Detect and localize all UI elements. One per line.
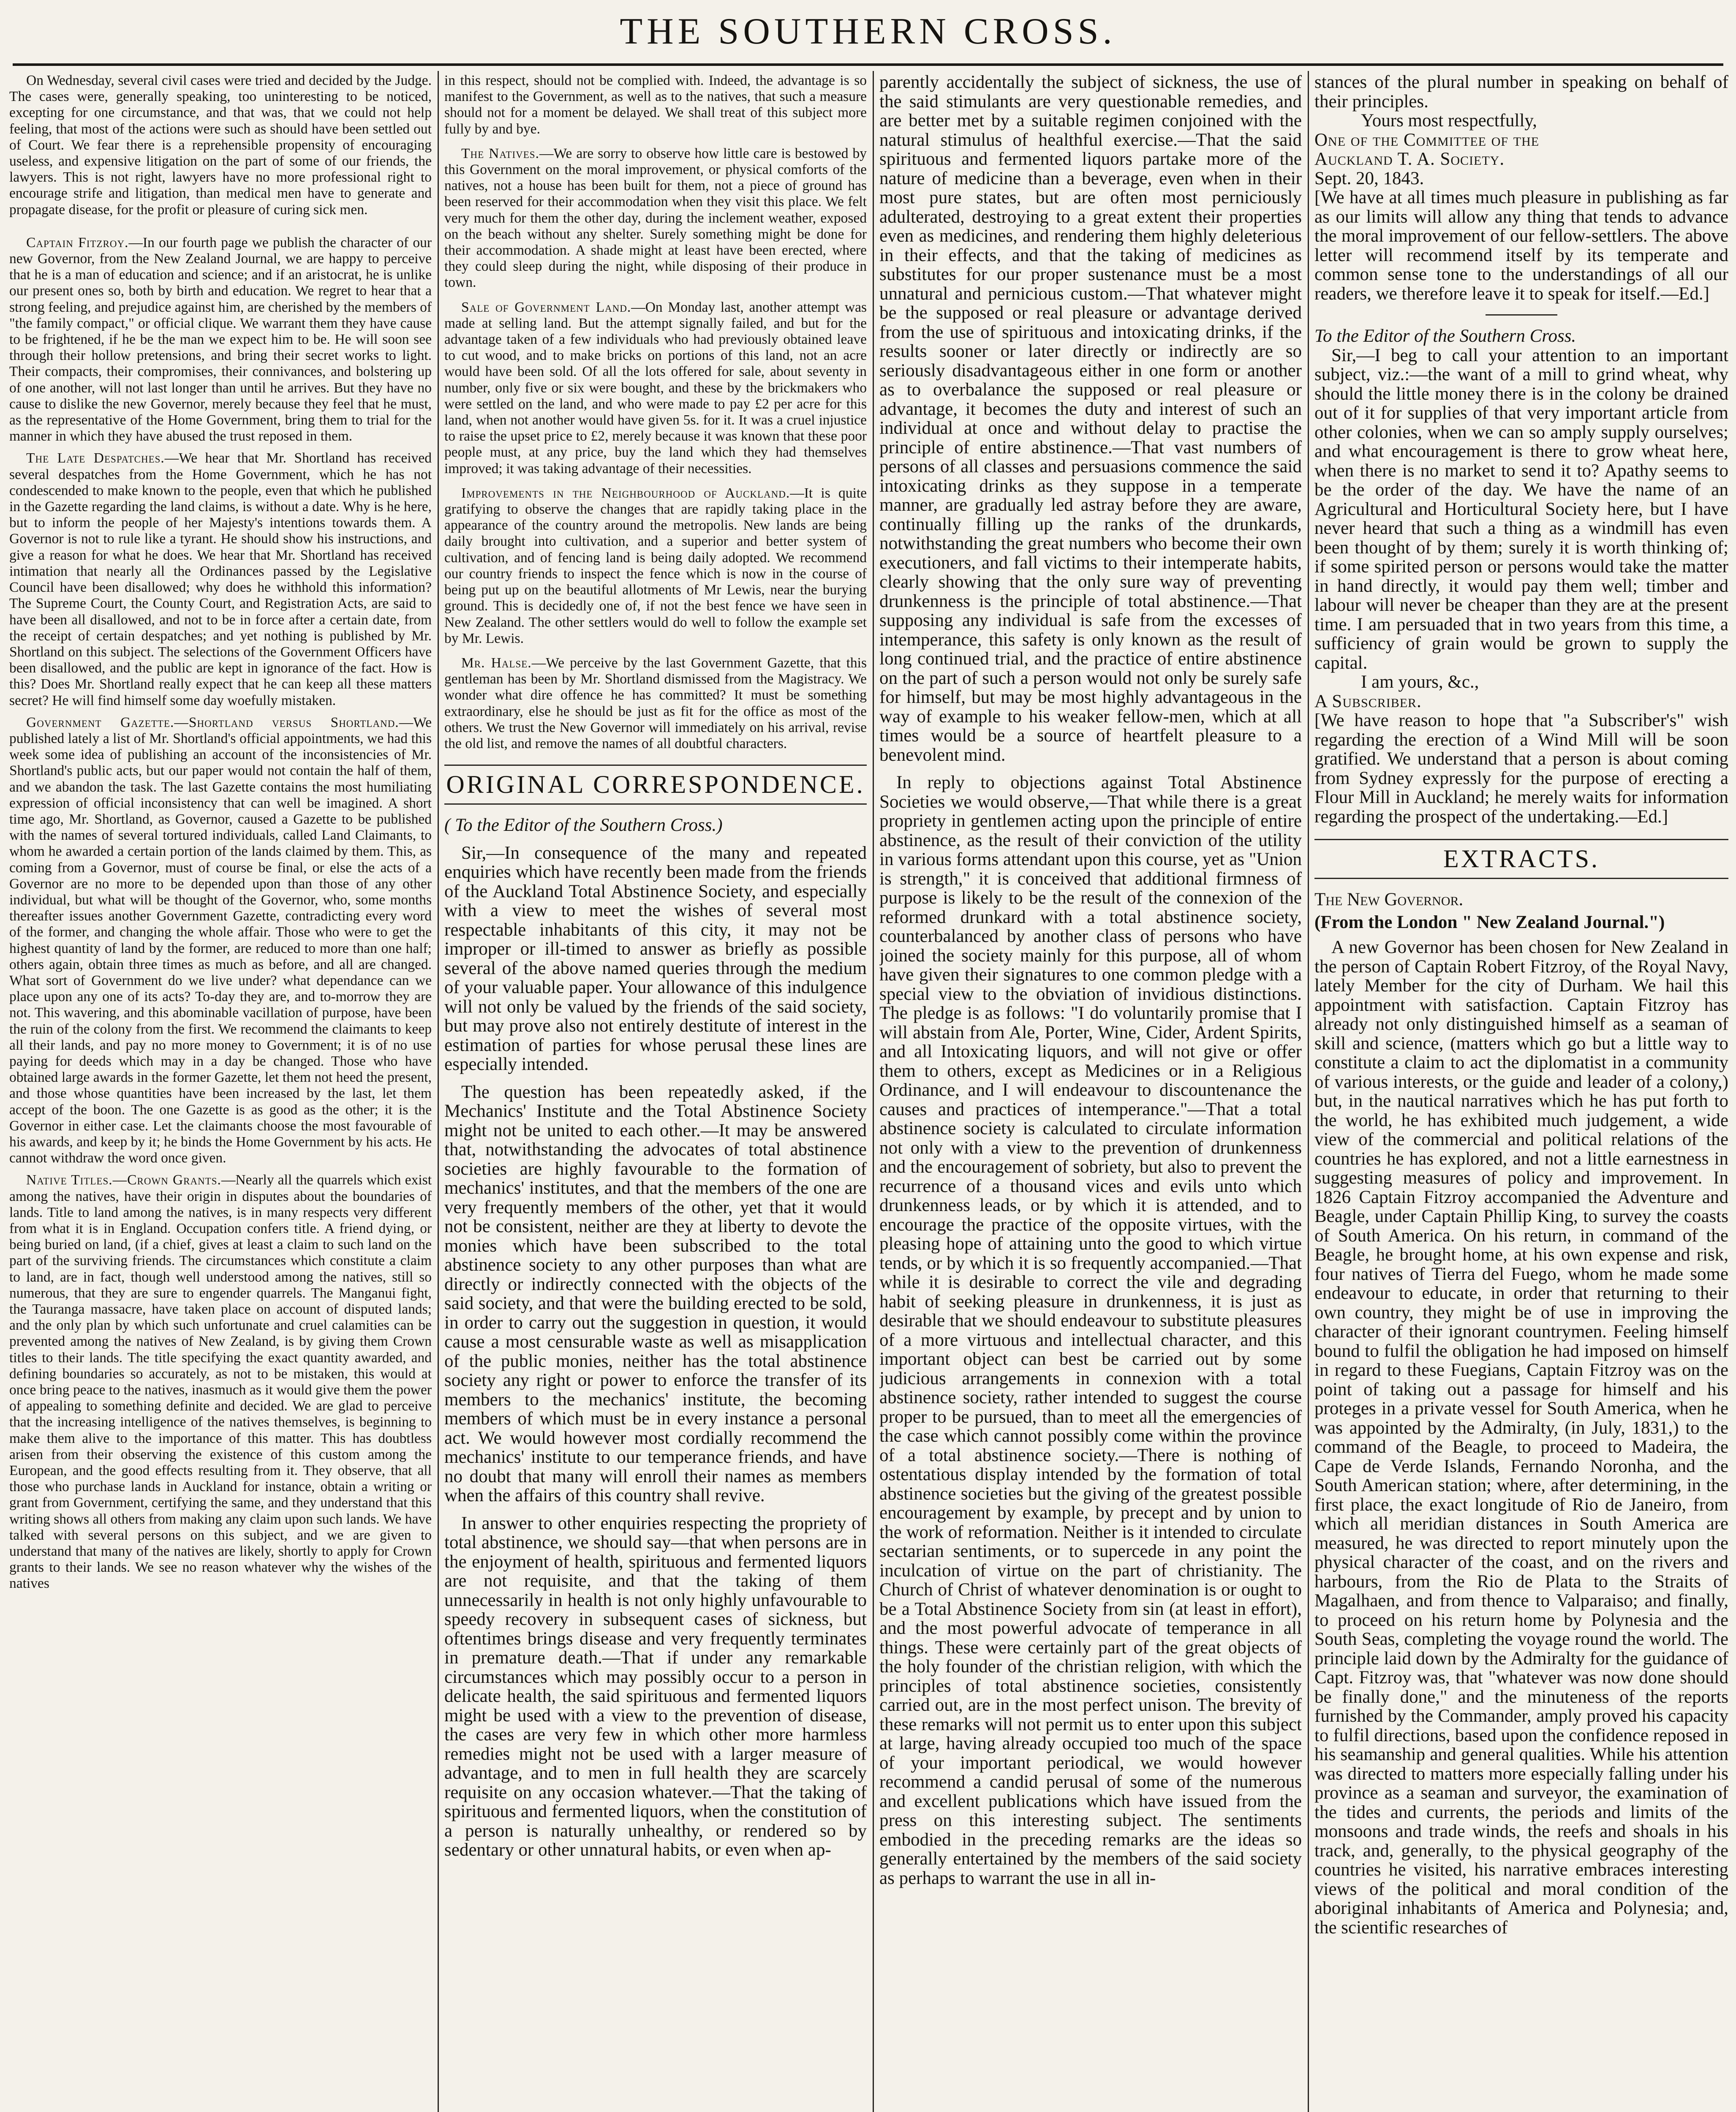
article-civil-cases: On Wednesday, several civil cases were tried and decided by the Judge. The cases were, generally speaking, too uninteresting to be noticed, excepting for one circumstance, and that was, that we could not help feeling, that most of the actions were such as should have been settled out of Court. We fear there is a reprehensible propensity of encouraging useless, and expensive litigation on the part of some of our friends, the lawyers. This is not right, lawyers have no more professional right to encourage strife and litigation, than medical men have to generate and propagate disease, for the profit or pleasure of curing sick men. — [9, 73, 432, 218]
article-source: (From the London " New Zealand Journal.") — [1314, 912, 1665, 932]
article-new-governor: A new Governor has been chosen for New Zealand in the person of Captain Robert Fitzroy, of the Royal Navy, lately Member for the city of Durham. We hail this appointment with satisfaction. Captain Fitzroy has already not only distinguished himself as a seaman of skill and science, (matters which go but a little way to constitute a claim to act the diplomatist in a community of various interests, or the guide and leader of a colony,) but, in the nautical narratives which he has put forth to the world, he has exhibited much judgement, a wide view of the commercial and political relations of the countries he has explored, and not a little earnestness in suggesting measures of policy and improvement. In 1826 Captain Fitzroy accompanied the Adventure and Beagle, under Captain Phillip King, to survey the coasts of South America. On his return, in command of the Beagle, he brought home, at his own expense and risk, four natives of Tierra del Fuego, whom he made some endeavour to educate, in order that returning to their own country, they might be of use in improving the character of their ignorant countrymen. Feeling himself bound to fulfil the obligation he had imposed on himself in regard to these Fuegians, Captain Fitzroy was on the point of taking out a passage for himself and his proteges in a private vessel for South America, when he was appointed by the Admiralty, (in July, 1831,) to the command of the Beagle, to proceed to Madeira, the Cape de Verde Islands, Fernando Noronha, and the South American station; where, after determining, in the first place, the exact longitude of Rio de Janeiro, from which all meridian distances in South America are measured, he was directed to report minutely upon the physical character of the coast, and on the rivers and harbours, from the Rio de Plata to the Straits of Magalhaen, and from thence to Valparaiso; and finally, to proceed on his return home by Polynesia and the South Seas, completing the voyage round the world. The principle laid down by the Admiralty for the guidance of Capt. Fitzroy was, that "whatever was now done should be finally done," and the minuteness of the reports furnished by the Commander, amply proved his capacity to fulfil directions, based upon the confidence reposed in his seamanship and general qualities. While his attention was directed to matters more especially falling under his province as a seaman and surveyor, the examination of the tides and currents, the periods and limits of the monsoons and trade winds, the reefs and shoals in his track, and, generally, to the physical geography of the countries he visited, his narrative embraces interesting views of the political and moral condition of the aboriginal inhabitants of America and Polynesia; and, the scientific researches of — [1314, 937, 1728, 1938]
article-heading: The Natives. — [461, 145, 539, 161]
article-captain-fitzroy — [9, 235, 432, 445]
article-body: —We are sorry to observe how little care is bestowed by this Government on the moral improvement, or physical comforts of the natives, not a house has been built for them, not a piece of ground has been reserved for their accommodation when they visit this place. We felt very much for them the other day, during the inclement weather, exposed on the beach without any shelter. Surely something might be done for their accommodation. A shade might at least have been erected, where they could sleep during the night, while disposing of their produce in town. — [444, 145, 867, 291]
column-2 — [444, 73, 867, 2112]
letter-paragraph: In answer to other enquiries respecting the propriety of total abstinence, we should say—that when persons are in the enjoyment of health, spirituous and fermented liquors are not requisite, and that the taking of them unnecessarily in health is not only highly unfavourable to speedy recovery in subsequent cases of sickness, but oftentimes brings disease and very frequently terminates in premature death.—That if under any remarkable circumstances which may possibly occur to a person in delicate health, the said spirituous and fermented liquors might be used with a view to the prevention of disease, the cases are very few in which other more harmless remedies might not be used with a larger measure of advantage, and to men in full health they are scarcely requisite on any occasion whatever.—That the taking of spirituous and fermented liquors, when the constitution of a person is naturally unhealthy, or rendered so by sedentary or other unnatural habits, or even when ap- — [444, 1513, 867, 1860]
section-heading-extracts: EXTRACTS. — [1314, 839, 1728, 879]
letter-paragraph: In reply to objections against Total Abstinence Societies we would observe,—That while there is a great propriety in gentlemen acting upon the principle of entire abstinence, as the result of their conviction of the utility in various forms attendant upon this course, yet as "Union is strength," it is conceived that additional firmness of purpose is likely to be the result of the connexion of the reformed drunkard with a total abstinence society, counterbalanced by another class of persons who have joined the society mainly for this purpose, all of whom have given their signatures to one common pledge with a special view to the obviation of invidious distinctions. The pledge is as follows: "I do voluntarily promise that I will abstain from Ale, Porter, Wine, Cider, Ardent Spirits, and all Intoxicating liquors, and will not give or offer them to others, except as Medicines or in a Religious Ordinance, and I will endeavour to discountenance the causes and practices of intemperance."—That a total abstinence society is calculated to circulate information not only with a view to the prevention of drunkenness and the encouragement of sobriety, but also to prevent the recurrence of a thousand vices and evils unto which drunkenness leads, or by which it is attended, and to encourage the practice of the opposite virtues, with the pleasing hope of attaining unto the good to which virtue tends, or by which it is so frequently accompanied.—That while it is desirable to correct the vile and degrading habit of seeking pleasure in drunkenness, it is just as desirable that we should endeavour to substitute pleasures of a more virtuous and intellectual character, and this important object can best be carried out by some judicious arrangements in connexion with a total abstinence society, rather intended to suggest the course proper to be pursued, than to meet all the emergencies of the case which cannot possibly come within the province of a total abstinence society.—There is nothing of ostentatious display intended by the formation of total abstinence societies but the giving of the greatest possible encouragement by example, by precept and by union to the work of reformation. Neither is it intended to circulate sectarian sentiments, or to supercede in any point the inculcation of virtue on the part of christianity. The Church of Christ of whatever denomination is or ought to be a Total Abstinence Society from sin (at least in effort), and the most powerful advocate of temperance in all things. These were certainly part of the great objects of the holy founder of the christian religion, with which the principles of total abstinence societies, consistently carried out, are in the most perfect unison. The brevity of these remarks will not permit us to enter upon this subject at large, having already occupied too much of the space of your important periodical, we would however recommend a candid perusal of some of the numerous and excellent publications which have issued from the press on this interesting subject. The sentiments embodied in the preceding remarks are the ideas so generally entertained by the members of the said society as perhaps to warrant the use in all in- — [879, 773, 1302, 1888]
letter-address: To the Editor of the Southern Cross. — [1314, 326, 1576, 346]
article-body: —We perceive by the last Government Gazette, that this gentleman has been by Mr. Shortland dismissed from the Magistracy. We wonder what dire offence he has committed? It must be something extraordinary, else he should be just as fit for the office as most of the others. We trust the New Governor will immediately on his arrival, revise the old list, and remove the names of all doubtful characters. — [444, 655, 867, 751]
article-heading: The New Governor. — [1314, 890, 1464, 909]
letter-signature: Auckland T. A. Society. — [1314, 149, 1505, 169]
article-heading: Mr. Halse. — [461, 655, 532, 671]
letter-date: Sept. 20, 1843. — [1314, 168, 1424, 188]
article-body: —We published lately a list of Mr. Shortland's official appointments, we had this week some idea of publishing an account of the inconsistencies of Mr. Shortland's public acts, but our paper would not contain the half of them, and we abandon the task. The last Gazette contains the most humiliating expression of official inconsistency that can well be imagined. A short time ago, Mr. Shortland, as Governor, caused a Gazette to be published with the names of several tortured individuals, called Land Claimants, to whom he awarded a certain portion of the lands claimed by them. This, as coming from a Governor, must of course be final, or else the acts of a Governor are no more to be depended upon than those of any other individual, but what will be thought of the Governor, who, some months thereafter issues another Government Gazette, contradicting every word of the former, and changing the whole affair. Those who were to get the highest quantity of land by the former, are reduced to more than one half; others again, obtain three times as much as before, and all are changed. What sort of Government do we live under? what dependance can we place upon any one of its acts? To-day they are, and to-morrow they are not. This wavering, and this abominable vacillation of purpose, have been the ruin of the colony from the first. We recommend the claimants to keep all their lands, and pay no more money to Government; it is of no use paying for deeds which may in a day be changed. Those who have obtained large awards in the former Gazette, let them not heed the present, and those whose quantities have been increased by the last, let them accept of the boon. The one Gazette is as good as the other; it is the Governor in either case. Let the claimants choose the most favourable of his awards, and keep by it; he binds the Home Government by his acts. He cannot withdraw the word once given. — [9, 714, 432, 1166]
article-sale-of-land — [444, 299, 867, 477]
article-heading: Captain Fitzroy. — [26, 234, 129, 250]
letter-paragraph: Sir,—In consequence of the many and repeated enquiries which have recently been made from the friends of the Auckland Total Abstinence Society, and especially with a view to meet the wishes of several most respectable inhabitants of this city, it may not be improper or ill-timed to answer as briefly as possible several of the above named queries through the medium of your valuable paper. Your allowance of this indulgence will not only be valued by the friends of the said society, but may prove also not entirely destitute of interest in the estimation of parties for whose perusal these lines are especially intended. — [444, 843, 867, 1075]
column-rule — [438, 71, 439, 2112]
article-heading: Sale of Government Land. — [461, 299, 631, 315]
column-3 — [879, 73, 1302, 2112]
article-native-titles — [9, 1172, 432, 1592]
article-late-despatches — [9, 450, 432, 708]
column-rule — [1308, 71, 1309, 2112]
letter-signature: One of the Committee of the — [1314, 130, 1540, 150]
masthead-rule — [13, 63, 1723, 66]
article-mr-halse — [444, 655, 867, 752]
column-rule — [873, 71, 874, 2112]
article-body: —In our fourth page we publish the character of our new Governor, from the New Zealand Journal, we are happy to perceive that he is a man of education and science; and if an aristocrat, he is unlike our present ones so, both by birth and education. We regret to hear that a strong feeling, and prejudice against him, are cherished by the members of "the family compact," or official clique. We warrant them they have cause to be frightened, if he be the man we expect him to be. He will soon see through their hollow pretensions, and bring their secret works to light. Their compacts, their compromises, their connivances, and bolstering up of one another, will not last longer than until he arrives. But they have no cause to dislike the new Governor, merely because they feel that he must, as the representative of the Home Government, bring them to trial for the manner in which they have abused the trust reposed in them. — [9, 234, 432, 444]
section-heading-correspondence: ORIGINAL CORRESPONDENCE. — [444, 765, 867, 805]
editor-note: [We have reason to hope that "a Subscriber's" wish regarding the erection of a Wind Mill will be soon gratified. We understand that a person is about coming from Sydney expressly for the purpose of erecting a Flour Mill in Auckland; he merely waits for information regarding the prospect of the undertaking.—Ed.] — [1314, 710, 1728, 827]
letter-paragraph: Sir,—I beg to call your attention to an important subject, viz.:—the want of a mill to grind wheat, why should the little money there is in the colony be drained out of it for supplies of that very important article from other colonies, when we can so amply supply ourselves; and what encouragement is there to grow wheat here, when there is no market to send it to? Apathy seems to be the order of the day. We have the name of an Agricultural and Horticultural Society here, but I have never heard that such a thing as a windmill has even been thought of by them; surely it is worth thinking of; if some spirited person or persons would take the matter in hand directly, it would pay them well; timber and labour will never be cheaper than they are at the present time. I am persuaded that in two years from this time, a sufficiency of grain would be grown to supply the capital. — [1314, 345, 1728, 673]
letter-paragraph: The question has been repeatedly asked, if the Mechanics' Institute and the Total Abstinence Society might not be united to each other.—It may be answered that, notwithstanding the advocates of total abstinence societies are highly favourable to the formation of mechanics' institutes, and that the members of the one are very frequently members of the other, yet that it would not be consistent, neither are they at liberty to devote the monies which have been subscribed to the total abstinence society to any other purposes than what are directly or indirectly connected with the objects of the said society, and that were the building erected to be sold, in order to carry out the suggestion in question, it would cause a most censurable waste as well as misapplication of the public monies, neither has the total abstinence society any right or power to enforce the transfer of its members to the mechanics' institute, the becoming members of which must be in every instance a personal act. We would however most cordially recommend the mechanics' institute to our temperance friends, and have no doubt that many will enroll their names as members when the affairs of this country shall revive. — [444, 1082, 867, 1506]
article-continuation: in this respect, should not be complied with. Indeed, the advantage is so manifest to the Government, as well as to the natives, that such a measure should not for a moment be delayed. We shall treat of this subject more fully by and bye. — [444, 73, 867, 137]
article-heading: Government Gazette.—Shortland versus Shortland. — [26, 714, 399, 730]
masthead — [17, 0, 1719, 63]
letter-paragraph: stances of the plural number in speaking on behalf of their principles. — [1314, 73, 1728, 112]
article-body: —We hear that Mr. Shortland has received several despatches from the Home Government, which he has not condescended to make known to the people, even that which he published in the Gazette regarding the land claims, is without a date. Why is he here, but to inform the people of her Majesty's intentions towards them. A Governor is not to rule like a tyrant. He should show his instructions, and give a reason for what he does. We hear that Mr. Shortland has received intimation that nearly all the Ordinances passed by the Legislative Council have been disallowed; why does he withhold this information? The Supreme Court, the County Court, and Registration Acts, are said to have been all disallowed, and not to be in force after a certain date, from the receipt of certain despatches; and yet nothing is published by Mr. Shortland on this subject. The selections of the Government Officers have been disallowed, and the public are kept in ignorance of the fact. How is this? Does Mr. Shortland really expect that he can keep all these matters secret? He will find himself some day woefully mistaken. — [9, 450, 432, 708]
letter-address: ( To the Editor of the Southern Cross.) — [444, 815, 723, 836]
article-improvements — [444, 485, 867, 647]
article-body: —It is quite gratifying to observe the changes that are rapidly taking place in the appearance of the country around the metropolis. New lands are being daily brought into cultivation, and a superior and better system of cultivation, and of fencing land is being daily adopted. We recommend our country friends to inspect the fence which is now in the course of being put up on the beautiful allotments of Mr Lewis, near the burying ground. This is decidedly one of, if not the best fence we have seen in New Zealand. The other settlers would do well to follow the example set by Mr. Lewis. — [444, 485, 867, 646]
column-1 — [9, 73, 432, 2112]
letter-signoff: I am yours, &c., — [1361, 672, 1479, 692]
column-4 — [1314, 73, 1728, 2112]
article-body: —On Monday last, another attempt was made at selling land. But the attempt signally failed, and but for the advantage taken of a few individuals who had previously obtained leave to cut wood, and to make bricks on portions of this land, not an acre would have been sold. Of all the lots offered for sale, about seventy in number, only five or six were bought, and these by the brickmakers who were settled on the land, and who were made to pay £2 per acre for this land, when not another would have given 5s. for it. It was a cruel injustice to raise the upset price to £2, merely because it was known that these poor people must, at any price, buy the land which they had themselves improved; it was taking advantage of their necessities. — [444, 299, 867, 476]
article-government-gazette — [9, 715, 432, 1167]
editor-note: [We have at all times much pleasure in publishing as far as our limits will allow any thing that tends to advance the moral improvement of our fellow-settlers. The above letter will recommend itself by its temperate and common sense tone to the understandings of all our readers, we therefore leave it to speak for itself.—Ed.] — [1314, 188, 1728, 304]
article-heading: Native Titles.—Crown Grants. — [26, 1172, 221, 1188]
article-body: —Nearly all the quarrels which exist among the natives, have their origin in disputes about the boundaries of lands. Title to land among the natives, is in many respects very different from what it is in England. Occupation confers title. A friend dying, or being buried on land, (if a chief, gives at least a claim to such land on the part of the surviving friends. The circumstances which constitute a claim to land, are in fact, though well understood among the natives, still so numerous, that they are sure to engender quarrels. The Manganui fight, the Tauranga massacre, have taken place on account of disputed lands; and the only plan by which such unfortunate and cruel calamities can be prevented among the natives of New Zealand, is by giving them Crown titles to their lands. The title specifying the exact quantity awarded, and defining boundaries so accurately, as not to be mistaken, this would at once bring peace to the natives, inasmuch as it would give them the power of appealing to something definite and decided. We are glad to perceive that the increasing intelligence of the natives themselves, is beginning to make them alive to the importance of this matter. This has doubtless arisen from their observing the existence of this custom among the European, and the good effects resulting from it. They observe, that all those who purchase lands in Auckland for instance, obtain a writing or grant from Government, certifying the same, and they understand that this writing shows all others from making any claim upon such lands. We have talked with several persons on this subject, and we are given to understand that many of the natives are likely, shortly to apply for Crown grants to their lands. We see no reason whatever why the wishes of the natives — [9, 1172, 432, 1592]
article-the-natives — [444, 146, 867, 291]
letter-signoff: Yours most respectfully, — [1361, 111, 1537, 131]
letter-signature: A Subscriber. — [1314, 691, 1422, 711]
letter-paragraph: parently accidentally the subject of sickness, the use of the said stimulants are very questionable remedies, and are better met by a suitable regimen conjoined with the natural stimulus of healthful exercise.—That the said spirituous and fermented liquors partake more of the nature of medicine than a beverage, even when in their most pure states, but are often most perniciously adulterated, destroying to a great extent their properties even as medicines, and rendering them highly deleterious in their effects, and that the taking of medicines as substitutes for our proper sustenance must be a most unnatural and pernicious custom.—That whatever might be the supposed or real pleasure or advantage derived from the use of spirituous and intoxicating drinks, if the results sooner or later directly or indirectly are so seriously disadvantageous either in one form or another as to overbalance the supposed or real pleasure or advantage, it becomes the duty and interest of such an individual at once and without delay to practise the principle of entire abstinence.—That vast numbers of persons of all classes and persuasions commence the said intoxicating drinks as they suppose in a temperate manner, are gradually led astray before they are aware, continually filling up the ranks of the drunkards, notwithstanding the great numbers who become their own executioners, and fall victims to their intemperate habits, clearly showing that the only sure way of preventing drunkenness is the principle of total abstinence.—That supposing any individual is safe from the excesses of intemperance, this safety is only known as the result of long continued trial, and the practice of entire abstinence on the part of such a person would not only be surely safe for himself, but may be most highly advantageous in the way of example to his weaker fellow-men, which at all times would be a source of heartfelt pleasure to a benevolent mind. — [879, 73, 1302, 765]
article-heading: The Late Despatches. — [26, 450, 165, 466]
divider — [1486, 314, 1557, 316]
newspaper-title: THE SOUTHERN CROSS. — [620, 11, 1116, 52]
article-heading: Improvements in the Neighbourhood of Auckland. — [461, 485, 790, 501]
